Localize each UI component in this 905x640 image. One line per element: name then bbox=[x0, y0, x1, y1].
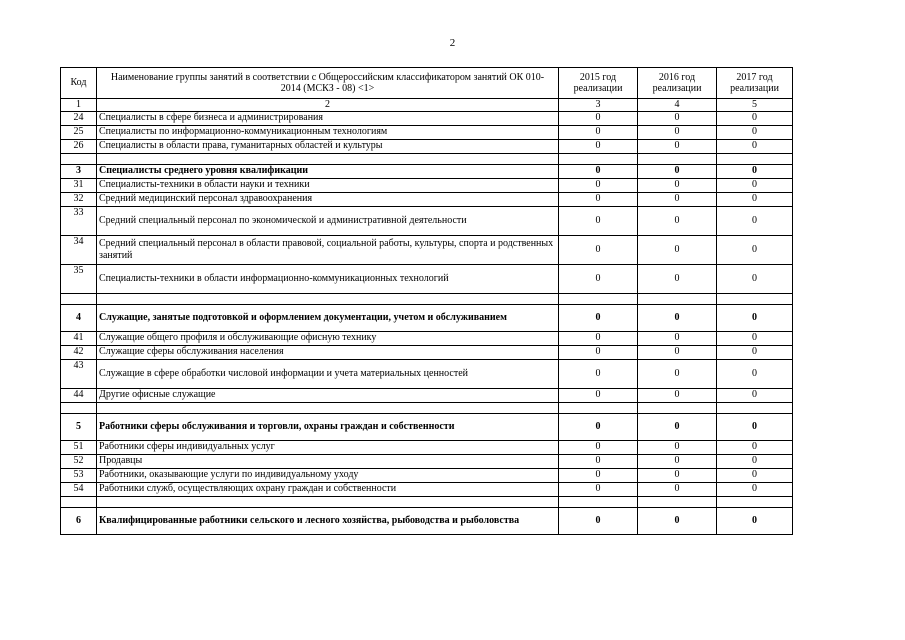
row-code: 33 bbox=[61, 206, 97, 235]
row-name: Средний специальный персонал по экономической и административной деятельности bbox=[97, 206, 559, 235]
group-row bbox=[61, 164, 793, 178]
table-row bbox=[61, 454, 793, 468]
row-code: 32 bbox=[61, 192, 97, 206]
row-name: Квалифицированные работники сельского и лесного хозяйства, рыбоводства и рыболовства bbox=[97, 507, 559, 534]
row-value-2015: 0 bbox=[559, 482, 638, 496]
row-value-2016: 0 bbox=[638, 507, 717, 534]
row-value-2015: 0 bbox=[559, 125, 638, 139]
row-value-2016: 0 bbox=[638, 482, 717, 496]
row-value-2015: 0 bbox=[559, 454, 638, 468]
spacer-row bbox=[61, 402, 793, 413]
table-row bbox=[61, 264, 793, 293]
row-name: Работники, оказывающие услуги по индивидуальному уходу bbox=[97, 468, 559, 482]
row-value-2017: 0 bbox=[717, 264, 793, 293]
group-row bbox=[61, 507, 793, 534]
row-value-2016: 0 bbox=[638, 388, 717, 402]
row-code: 25 bbox=[61, 125, 97, 139]
table-row bbox=[61, 359, 793, 388]
row-value-2015: 0 bbox=[559, 468, 638, 482]
row-value-2016: 0 bbox=[638, 139, 717, 153]
row-code: 54 bbox=[61, 482, 97, 496]
row-value-2017: 0 bbox=[717, 482, 793, 496]
row-value-2015: 0 bbox=[559, 440, 638, 454]
row-value-2015: 0 bbox=[559, 264, 638, 293]
row-name: Средний медицинский персонал здравоохранения bbox=[97, 192, 559, 206]
header-2016: 2016 год реализации bbox=[638, 68, 717, 99]
row-name: Специалисты среднего уровня квалификации bbox=[97, 164, 559, 178]
row-value-2015: 0 bbox=[559, 345, 638, 359]
row-value-2017: 0 bbox=[717, 331, 793, 345]
row-value-2016: 0 bbox=[638, 192, 717, 206]
row-code: 42 bbox=[61, 345, 97, 359]
row-value-2016: 0 bbox=[638, 359, 717, 388]
group-row bbox=[61, 304, 793, 331]
row-value-2015: 0 bbox=[559, 507, 638, 534]
row-name: Работники служб, осуществляющих охрану граждан и собственности bbox=[97, 482, 559, 496]
table-row bbox=[61, 125, 793, 139]
row-value-2017: 0 bbox=[717, 178, 793, 192]
table-row bbox=[61, 111, 793, 125]
row-value-2016: 0 bbox=[638, 206, 717, 235]
row-name: Продавцы bbox=[97, 454, 559, 468]
row-value-2015: 0 bbox=[559, 139, 638, 153]
row-value-2015: 0 bbox=[559, 111, 638, 125]
row-value-2015: 0 bbox=[559, 178, 638, 192]
row-value-2017: 0 bbox=[717, 440, 793, 454]
row-code: 35 bbox=[61, 264, 97, 293]
row-value-2016: 0 bbox=[638, 111, 717, 125]
row-value-2017: 0 bbox=[717, 468, 793, 482]
row-name: Служащие сферы обслуживания населения bbox=[97, 345, 559, 359]
row-value-2016: 0 bbox=[638, 440, 717, 454]
table-row bbox=[61, 388, 793, 402]
row-name: Служащие общего профиля и обслуживающие офисную технику bbox=[97, 331, 559, 345]
table-row bbox=[61, 345, 793, 359]
row-code: 31 bbox=[61, 178, 97, 192]
table-row bbox=[61, 331, 793, 345]
row-value-2017: 0 bbox=[717, 111, 793, 125]
table-row bbox=[61, 206, 793, 235]
table-row bbox=[61, 139, 793, 153]
row-name: Служащие в сфере обработки числовой информации и учета материальных ценностей bbox=[97, 359, 559, 388]
column-number: 3 bbox=[559, 99, 638, 112]
row-value-2016: 0 bbox=[638, 413, 717, 440]
row-code: 4 bbox=[61, 304, 97, 331]
row-value-2016: 0 bbox=[638, 264, 717, 293]
row-name: Специалисты в области права, гуманитарных областей и культуры bbox=[97, 139, 559, 153]
row-code: 3 bbox=[61, 164, 97, 178]
row-value-2015: 0 bbox=[559, 359, 638, 388]
row-value-2015: 0 bbox=[559, 164, 638, 178]
row-value-2017: 0 bbox=[717, 345, 793, 359]
column-number: 4 bbox=[638, 99, 717, 112]
table-row bbox=[61, 235, 793, 264]
row-value-2016: 0 bbox=[638, 304, 717, 331]
row-value-2016: 0 bbox=[638, 235, 717, 264]
row-value-2017: 0 bbox=[717, 164, 793, 178]
row-value-2017: 0 bbox=[717, 206, 793, 235]
row-value-2017: 0 bbox=[717, 507, 793, 534]
table-row bbox=[61, 178, 793, 192]
spacer-row bbox=[61, 293, 793, 304]
row-value-2015: 0 bbox=[559, 388, 638, 402]
row-code: 24 bbox=[61, 111, 97, 125]
row-value-2017: 0 bbox=[717, 304, 793, 331]
row-value-2017: 0 bbox=[717, 192, 793, 206]
row-value-2017: 0 bbox=[717, 139, 793, 153]
row-value-2016: 0 bbox=[638, 454, 717, 468]
header-code: Код bbox=[61, 68, 97, 99]
row-name: Работники сферы обслуживания и торговли, охраны граждан и собственности bbox=[97, 413, 559, 440]
row-value-2015: 0 bbox=[559, 331, 638, 345]
spacer-row bbox=[61, 153, 793, 164]
table-row bbox=[61, 440, 793, 454]
spacer-row bbox=[61, 496, 793, 507]
header-2017: 2017 год реализации bbox=[717, 68, 793, 99]
row-name: Работники сферы индивидуальных услуг bbox=[97, 440, 559, 454]
column-number-row bbox=[61, 99, 793, 112]
row-value-2017: 0 bbox=[717, 454, 793, 468]
page-number: 2 bbox=[449, 37, 456, 49]
row-code: 34 bbox=[61, 235, 97, 264]
row-name: Другие офисные служащие bbox=[97, 388, 559, 402]
row-code: 53 bbox=[61, 468, 97, 482]
row-value-2017: 0 bbox=[717, 125, 793, 139]
table-row bbox=[61, 192, 793, 206]
row-value-2016: 0 bbox=[638, 331, 717, 345]
header-row bbox=[61, 68, 793, 99]
row-value-2015: 0 bbox=[559, 206, 638, 235]
row-value-2017: 0 bbox=[717, 359, 793, 388]
row-value-2015: 0 bbox=[559, 304, 638, 331]
row-code: 26 bbox=[61, 139, 97, 153]
row-value-2016: 0 bbox=[638, 468, 717, 482]
row-value-2017: 0 bbox=[717, 413, 793, 440]
header-2015: 2015 год реализации bbox=[559, 68, 638, 99]
row-code: 52 bbox=[61, 454, 97, 468]
row-name: Средний специальный персонал в области правовой, социальной работы, культуры, спорта и родственных занятий bbox=[97, 235, 559, 264]
row-code: 41 bbox=[61, 331, 97, 345]
row-value-2015: 0 bbox=[559, 235, 638, 264]
table-row bbox=[61, 482, 793, 496]
row-name: Специалисты в сфере бизнеса и администрирования bbox=[97, 111, 559, 125]
row-name: Специалисты по информационно-коммуникационным технологиям bbox=[97, 125, 559, 139]
row-code: 43 bbox=[61, 359, 97, 388]
row-value-2015: 0 bbox=[559, 413, 638, 440]
row-code: 51 bbox=[61, 440, 97, 454]
group-row bbox=[61, 413, 793, 440]
row-code: 5 bbox=[61, 413, 97, 440]
row-name: Специалисты-техники в области науки и техники bbox=[97, 178, 559, 192]
row-value-2016: 0 bbox=[638, 178, 717, 192]
header-name: Наименование группы занятий в соответствии с Общероссийским классификатором занятий ОК 010-2014 (МСКЗ - 08) <1> bbox=[97, 68, 559, 99]
column-number: 1 bbox=[61, 99, 97, 112]
table-row bbox=[61, 468, 793, 482]
occupation-table bbox=[60, 67, 793, 535]
row-value-2017: 0 bbox=[717, 388, 793, 402]
row-name: Специалисты-техники в области информационно-коммуникационных технологий bbox=[97, 264, 559, 293]
row-value-2016: 0 bbox=[638, 164, 717, 178]
row-code: 44 bbox=[61, 388, 97, 402]
row-value-2016: 0 bbox=[638, 345, 717, 359]
column-number: 5 bbox=[717, 99, 793, 112]
row-value-2017: 0 bbox=[717, 235, 793, 264]
row-name: Служащие, занятые подготовкой и оформлением документации, учетом и обслуживанием bbox=[97, 304, 559, 331]
column-number: 2 bbox=[97, 99, 559, 112]
row-value-2015: 0 bbox=[559, 192, 638, 206]
row-value-2016: 0 bbox=[638, 125, 717, 139]
row-code: 6 bbox=[61, 507, 97, 534]
